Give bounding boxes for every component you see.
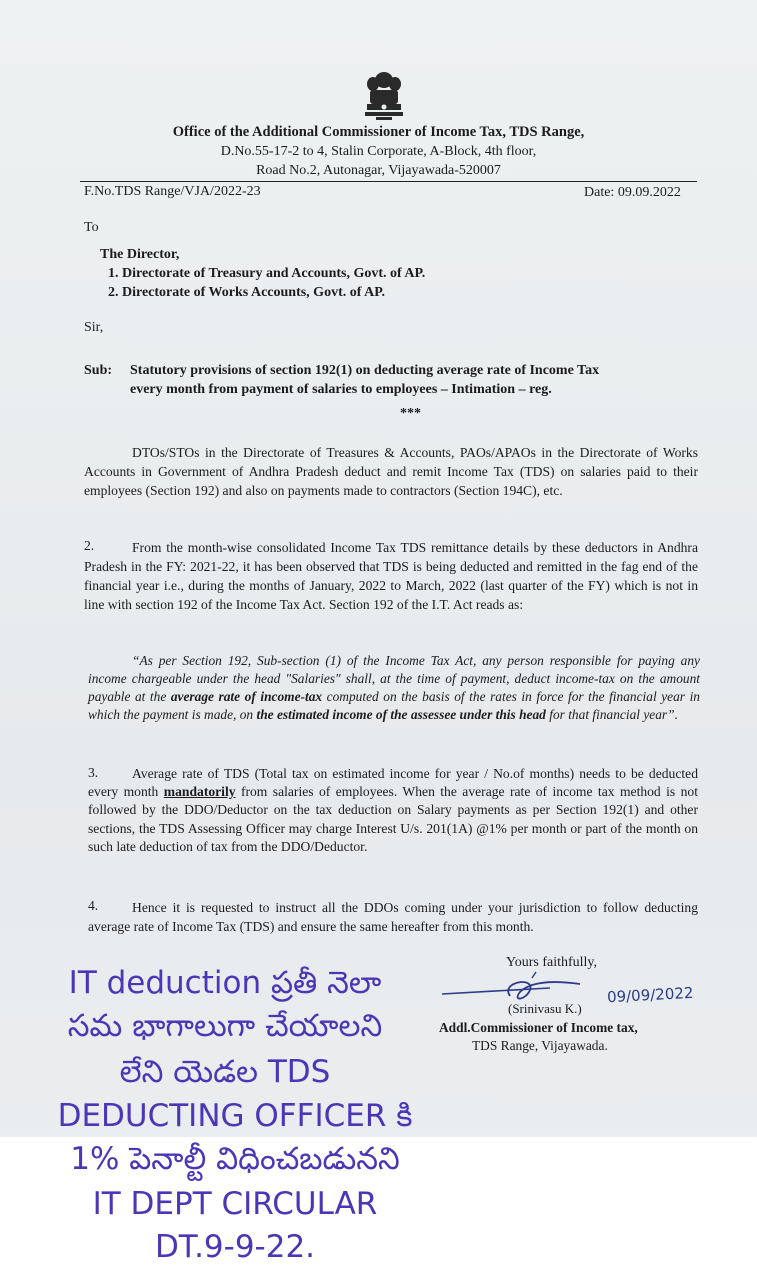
paragraph-3 bbox=[88, 765, 698, 856]
paragraph-2-number: 2. bbox=[84, 538, 95, 553]
caption-line: IT DEPT CIRCULAR bbox=[92, 1186, 378, 1222]
national-emblem-icon bbox=[362, 70, 406, 122]
paragraph-2 bbox=[84, 538, 698, 614]
office-title: Office of the Additional Commissioner of Income Tax, TDS Range, bbox=[172, 124, 585, 140]
office-address-1: D.No.55-17-2 to 4, Stalin Corporate, A-Block, 4th floor, bbox=[220, 144, 537, 159]
signatory-name: (Srinivasu K.) bbox=[508, 1001, 582, 1016]
mandatorily-emphasis: mandatorily bbox=[163, 784, 236, 800]
salutation: Sir, bbox=[84, 320, 104, 335]
quote-bold: average rate of income-tax bbox=[170, 689, 323, 704]
designation-office: TDS Range, Vijayawada. bbox=[472, 1038, 608, 1053]
signature-mark-icon bbox=[440, 970, 740, 1010]
quote-text: “As per Section 192, Sub-section (1) of the Income Tax Act, any person responsible for paying any income chargeable under the head "Salaries" shall, at the time of payment, deduct income-tax on the amount payable at the bbox=[88, 653, 700, 704]
letter-date: Date: 09.09.2022 bbox=[584, 185, 681, 200]
subject-line-2: every month from payment of salaries to employees – Intimation – reg. bbox=[130, 382, 552, 397]
subject-line-1: Statutory provisions of section 192(1) on deducting average rate of Income Tax bbox=[130, 363, 600, 378]
office-address-2: Road No.2, Autonagar, Vijayawada-520007 bbox=[256, 163, 501, 178]
caption-line: 1% పెనాల్టీ విధించబడునని bbox=[70, 1141, 400, 1177]
closing: Yours faithfully, bbox=[506, 955, 598, 970]
caption-line: సమ భాగాలుగా చేయాలని bbox=[67, 1008, 383, 1044]
quote-bold: the estimated income of the assessee under this head bbox=[256, 707, 546, 722]
quote-text: computed on the basis of the rates in force for the financial year in which the payment is made, on bbox=[88, 689, 700, 722]
paragraph-2-text: From the month-wise consolidated Income Tax TDS remittance details by these deductors in Andhra Pradesh in the FY: 2021-22, it has been observed that TDS is being deducted and remitted in the fag end of the financial year i.e., during the months of January, 2022 to March, 2022 (last quarter of the FY) which is not in line with section 192 of the Income Tax Act. Section 192 of the I.T. Act reads as: bbox=[84, 540, 698, 612]
paragraph-3-text: from salaries of employees. When the average rate of income tax method is not followed by the DDO/Deductor on the tax deduction on Salary payments as per Section 192(1) and other sections, the TDS Assessing Officer may charge Interest U/s. 201(1A) @1% per month or part of the month on such late deduction of tax from the DDO/Deductor. bbox=[88, 784, 698, 854]
section-quote bbox=[88, 652, 700, 724]
handwritten-date: 09/09/2022 bbox=[606, 983, 694, 1007]
caption-line: DT.9-9-22. bbox=[154, 1229, 316, 1265]
paragraph-1: DTOs/STOs in the Directorate of Treasures & Accounts, PAOs/APAOs in the Directorate of Works Accounts in Government of Andhra Pradesh deduct and remit Income Tax (TDS) on salaries paid to their employees (Section 192) and also on payments made to contractors (Section 194C), etc. bbox=[84, 445, 698, 498]
file-number: F.No.TDS Range/VJA/2022-23 bbox=[84, 184, 261, 199]
caption-line: లేని యెడల TDS bbox=[119, 1054, 331, 1090]
separator: *** bbox=[400, 406, 421, 421]
addressee-item: 1. Directorate of Treasury and Accounts, Govt. of AP. bbox=[108, 266, 426, 281]
header-rule bbox=[80, 181, 697, 182]
paragraph-4: Hence it is requested to instruct all the DDOs coming under your jurisdiction to follow deducting average rate of Income Tax (TDS) and ensure the same hereafter from this month. bbox=[88, 900, 698, 934]
paragraph-3-number: 3. bbox=[88, 765, 99, 780]
caption-line: IT deduction ప్రతీ నెలా bbox=[68, 965, 382, 1001]
paragraph-4-number: 4. bbox=[88, 898, 99, 913]
subject-label: Sub: bbox=[84, 363, 113, 378]
designation: Addl.Commissioner of Income tax, bbox=[439, 1020, 638, 1035]
caption-line: DEDUCTING OFFICER కి bbox=[57, 1098, 413, 1134]
paragraph-3-text: Average rate of TDS (Total tax on estimated income for year / No.of months) needs to be deducted every month bbox=[88, 766, 698, 800]
quote-text: for that financial year”. bbox=[549, 707, 678, 722]
addressee-director: The Director, bbox=[100, 247, 180, 262]
addressee-item: 2. Directorate of Works Accounts, Govt. of AP. bbox=[108, 285, 385, 300]
to-label: To bbox=[84, 220, 99, 235]
